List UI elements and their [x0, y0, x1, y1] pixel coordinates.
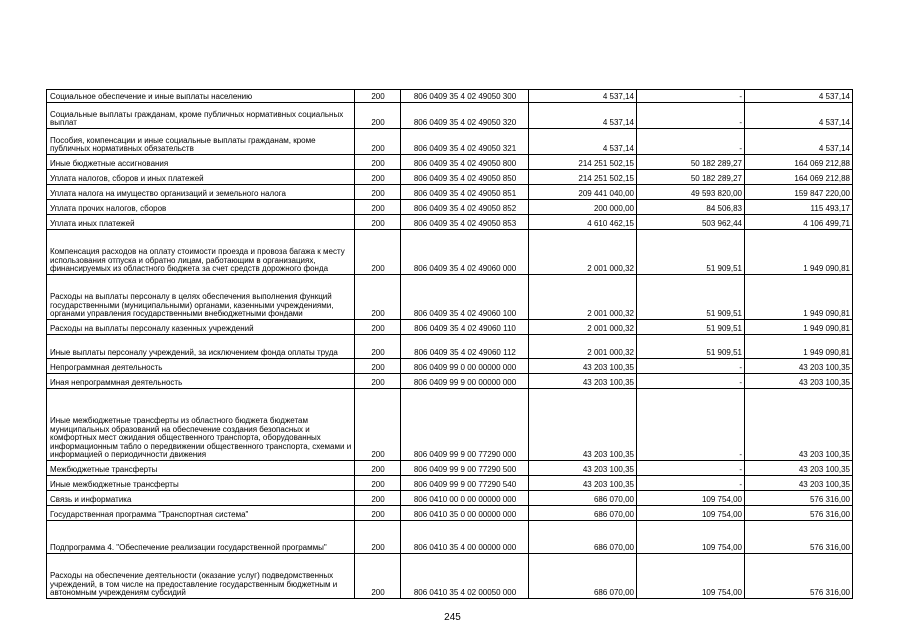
table-row — [47, 521, 853, 554]
row-kbk-cell: 806 0409 99 0 00 00000 000 — [401, 359, 529, 374]
row-code-cell: 200 — [355, 506, 401, 521]
row-executed-cell: 50 182 289,27 — [637, 155, 745, 170]
row-remainder-cell: 4 537,14 — [745, 103, 853, 129]
row-kbk-cell: 806 0410 00 0 00 00000 000 — [401, 491, 529, 506]
row-approved-cell: 686 070,00 — [529, 521, 637, 554]
row-kbk-cell: 806 0409 35 4 02 49060 000 — [401, 230, 529, 275]
row-remainder-cell: 576 316,00 — [745, 506, 853, 521]
row-executed-cell: 51 909,51 — [637, 320, 745, 335]
row-name-cell: Иные межбюджетные трансферты из областного бюджета бюджетам муниципальных образований на обеспечение создания безопасных и комфортных мест ожидания общественного транспорта, оборудованных информационным табло о передвижении общественного транспорта, схемами и информацией о периодичности движения — [47, 389, 355, 461]
row-approved-cell: 2 001 000,32 — [529, 320, 637, 335]
row-code-cell: 200 — [355, 320, 401, 335]
table-row — [47, 215, 853, 230]
row-executed-cell: 503 962,44 — [637, 215, 745, 230]
row-approved-cell: 200 000,00 — [529, 200, 637, 215]
row-kbk-cell: 806 0410 35 0 00 00000 000 — [401, 506, 529, 521]
row-name-cell: Подпрограмма 4. "Обеспечение реализации государственной программы" — [47, 521, 355, 554]
row-code-cell: 200 — [355, 359, 401, 374]
row-code-cell: 200 — [355, 476, 401, 491]
table-row — [47, 461, 853, 476]
row-code-cell: 200 — [355, 200, 401, 215]
row-name-cell: Расходы на выплаты персоналу казенных учреждений — [47, 320, 355, 335]
row-remainder-cell: 43 203 100,35 — [745, 359, 853, 374]
row-name-cell: Уплата прочих налогов, сборов — [47, 200, 355, 215]
table-row — [47, 170, 853, 185]
row-kbk-cell: 806 0409 35 4 02 49050 800 — [401, 155, 529, 170]
table-row — [47, 103, 853, 129]
row-kbk-cell: 806 0409 35 4 02 49050 853 — [401, 215, 529, 230]
row-name-cell: Иные выплаты персоналу учреждений, за исключением фонда оплаты труда — [47, 335, 355, 359]
table-row — [47, 476, 853, 491]
row-remainder-cell: 576 316,00 — [745, 491, 853, 506]
row-executed-cell: 109 754,00 — [637, 521, 745, 554]
row-kbk-cell: 806 0409 35 4 02 49060 112 — [401, 335, 529, 359]
row-kbk-cell: 806 0409 35 4 02 49050 300 — [401, 90, 529, 103]
row-code-cell: 200 — [355, 521, 401, 554]
row-kbk-cell: 806 0409 99 9 00 77290 500 — [401, 461, 529, 476]
row-name-cell: Непрограммная деятельность — [47, 359, 355, 374]
row-name-cell: Связь и информатика — [47, 491, 355, 506]
row-code-cell: 200 — [355, 389, 401, 461]
row-remainder-cell: 1 949 090,81 — [745, 230, 853, 275]
row-name-cell: Межбюджетные трансферты — [47, 461, 355, 476]
row-executed-cell: - — [637, 389, 745, 461]
row-code-cell: 200 — [355, 170, 401, 185]
budget-table-body — [47, 90, 853, 599]
row-executed-cell: 51 909,51 — [637, 275, 745, 320]
table-row — [47, 129, 853, 155]
row-approved-cell: 43 203 100,35 — [529, 359, 637, 374]
row-approved-cell: 686 070,00 — [529, 506, 637, 521]
table-row — [47, 389, 853, 461]
row-remainder-cell: 43 203 100,35 — [745, 389, 853, 461]
row-name-cell: Социальное обеспечение и иные выплаты населению — [47, 90, 355, 103]
row-executed-cell: 109 754,00 — [637, 554, 745, 599]
table-row — [47, 335, 853, 359]
row-code-cell: 200 — [355, 155, 401, 170]
row-name-cell: Пособия, компенсации и иные социальные выплаты гражданам, кроме публичных нормативных обязательств — [47, 129, 355, 155]
row-approved-cell: 43 203 100,35 — [529, 476, 637, 491]
row-approved-cell: 2 001 000,32 — [529, 275, 637, 320]
row-approved-cell: 209 441 040,00 — [529, 185, 637, 200]
row-remainder-cell: 576 316,00 — [745, 554, 853, 599]
table-row — [47, 554, 853, 599]
row-remainder-cell: 1 949 090,81 — [745, 320, 853, 335]
row-approved-cell: 4 537,14 — [529, 129, 637, 155]
row-kbk-cell: 806 0410 35 4 02 00050 000 — [401, 554, 529, 599]
row-executed-cell: - — [637, 374, 745, 389]
row-code-cell: 200 — [355, 461, 401, 476]
table-row — [47, 491, 853, 506]
row-approved-cell: 2 001 000,32 — [529, 230, 637, 275]
row-code-cell: 200 — [355, 90, 401, 103]
row-remainder-cell: 164 069 212,88 — [745, 170, 853, 185]
row-kbk-cell: 806 0409 35 4 02 49050 852 — [401, 200, 529, 215]
row-kbk-cell: 806 0409 99 9 00 77290 540 — [401, 476, 529, 491]
row-executed-cell: 51 909,51 — [637, 335, 745, 359]
row-remainder-cell: 576 316,00 — [745, 521, 853, 554]
row-remainder-cell: 115 493,17 — [745, 200, 853, 215]
row-remainder-cell: 4 537,14 — [745, 129, 853, 155]
row-code-cell: 200 — [355, 374, 401, 389]
row-executed-cell: - — [637, 129, 745, 155]
row-executed-cell: - — [637, 359, 745, 374]
row-name-cell: Расходы на выплаты персоналу в целях обеспечения выполнения функций государственными (муниципальными) органами, казенными учреждениями, органами управления государственными внебюджетными фондами — [47, 275, 355, 320]
row-approved-cell: 43 203 100,35 — [529, 461, 637, 476]
row-executed-cell: - — [637, 103, 745, 129]
row-code-cell: 200 — [355, 275, 401, 320]
row-executed-cell: - — [637, 461, 745, 476]
row-executed-cell: 109 754,00 — [637, 506, 745, 521]
table-row — [47, 155, 853, 170]
row-code-cell: 200 — [355, 335, 401, 359]
row-name-cell: Государственная программа "Транспортная система" — [47, 506, 355, 521]
row-executed-cell: 51 909,51 — [637, 230, 745, 275]
row-executed-cell: 84 506,83 — [637, 200, 745, 215]
table-row — [47, 320, 853, 335]
table-row — [47, 275, 853, 320]
row-executed-cell: 49 593 820,00 — [637, 185, 745, 200]
table-row — [47, 359, 853, 374]
row-approved-cell: 214 251 502,15 — [529, 170, 637, 185]
budget-table — [46, 89, 853, 599]
row-approved-cell: 686 070,00 — [529, 554, 637, 599]
row-remainder-cell: 43 203 100,35 — [745, 476, 853, 491]
row-kbk-cell: 806 0409 99 9 00 77290 000 — [401, 389, 529, 461]
row-kbk-cell: 806 0409 35 4 02 49060 110 — [401, 320, 529, 335]
row-approved-cell: 4 537,14 — [529, 90, 637, 103]
row-name-cell: Иная непрограммная деятельность — [47, 374, 355, 389]
row-code-cell: 200 — [355, 215, 401, 230]
row-approved-cell: 43 203 100,35 — [529, 389, 637, 461]
row-remainder-cell: 4 106 499,71 — [745, 215, 853, 230]
table-row — [47, 230, 853, 275]
row-remainder-cell: 1 949 090,81 — [745, 335, 853, 359]
table-row — [47, 90, 853, 103]
row-name-cell: Социальные выплаты гражданам, кроме публичных нормативных социальных выплат — [47, 103, 355, 129]
row-executed-cell: - — [637, 476, 745, 491]
row-kbk-cell: 806 0409 35 4 02 49050 320 — [401, 103, 529, 129]
row-code-cell: 200 — [355, 185, 401, 200]
row-name-cell: Иные бюджетные ассигнования — [47, 155, 355, 170]
row-remainder-cell: 164 069 212,88 — [745, 155, 853, 170]
row-kbk-cell: 806 0409 99 9 00 00000 000 — [401, 374, 529, 389]
row-name-cell: Компенсация расходов на оплату стоимости проезда и провоза багажа к месту использования отпуска и обратно лицам, работающим в организациях, финансируемых из областного бюджета за счет средств дорожного фонда — [47, 230, 355, 275]
page-number: 245 — [444, 612, 461, 623]
row-name-cell: Расходы на обеспечение деятельности (оказание услуг) подведомственных учреждений, в том числе на предоставление государственным бюджетным и автономным учреждениям субсидий — [47, 554, 355, 599]
row-name-cell: Иные межбюджетные трансферты — [47, 476, 355, 491]
row-code-cell: 200 — [355, 230, 401, 275]
table-row — [47, 374, 853, 389]
row-kbk-cell: 806 0409 35 4 02 49050 321 — [401, 129, 529, 155]
row-remainder-cell: 159 847 220,00 — [745, 185, 853, 200]
row-code-cell: 200 — [355, 554, 401, 599]
table-row — [47, 506, 853, 521]
row-executed-cell: 50 182 289,27 — [637, 170, 745, 185]
row-approved-cell: 2 001 000,32 — [529, 335, 637, 359]
row-approved-cell: 43 203 100,35 — [529, 374, 637, 389]
row-approved-cell: 4 537,14 — [529, 103, 637, 129]
row-executed-cell: - — [637, 90, 745, 103]
row-kbk-cell: 806 0409 35 4 02 49050 851 — [401, 185, 529, 200]
row-kbk-cell: 806 0409 35 4 02 49050 850 — [401, 170, 529, 185]
row-name-cell: Уплата налогов, сборов и иных платежей — [47, 170, 355, 185]
row-code-cell: 200 — [355, 103, 401, 129]
row-approved-cell: 4 610 462,15 — [529, 215, 637, 230]
row-remainder-cell: 43 203 100,35 — [745, 461, 853, 476]
row-remainder-cell: 43 203 100,35 — [745, 374, 853, 389]
row-remainder-cell: 1 949 090,81 — [745, 275, 853, 320]
row-approved-cell: 686 070,00 — [529, 491, 637, 506]
row-approved-cell: 214 251 502,15 — [529, 155, 637, 170]
row-executed-cell: 109 754,00 — [637, 491, 745, 506]
table-row — [47, 185, 853, 200]
row-remainder-cell: 4 537,14 — [745, 90, 853, 103]
row-name-cell: Уплата налога на имущество организаций и земельного налога — [47, 185, 355, 200]
row-kbk-cell: 806 0409 35 4 02 49060 100 — [401, 275, 529, 320]
row-kbk-cell: 806 0410 35 4 00 00000 000 — [401, 521, 529, 554]
table-row — [47, 200, 853, 215]
row-code-cell: 200 — [355, 129, 401, 155]
row-code-cell: 200 — [355, 491, 401, 506]
row-name-cell: Уплата иных платежей — [47, 215, 355, 230]
